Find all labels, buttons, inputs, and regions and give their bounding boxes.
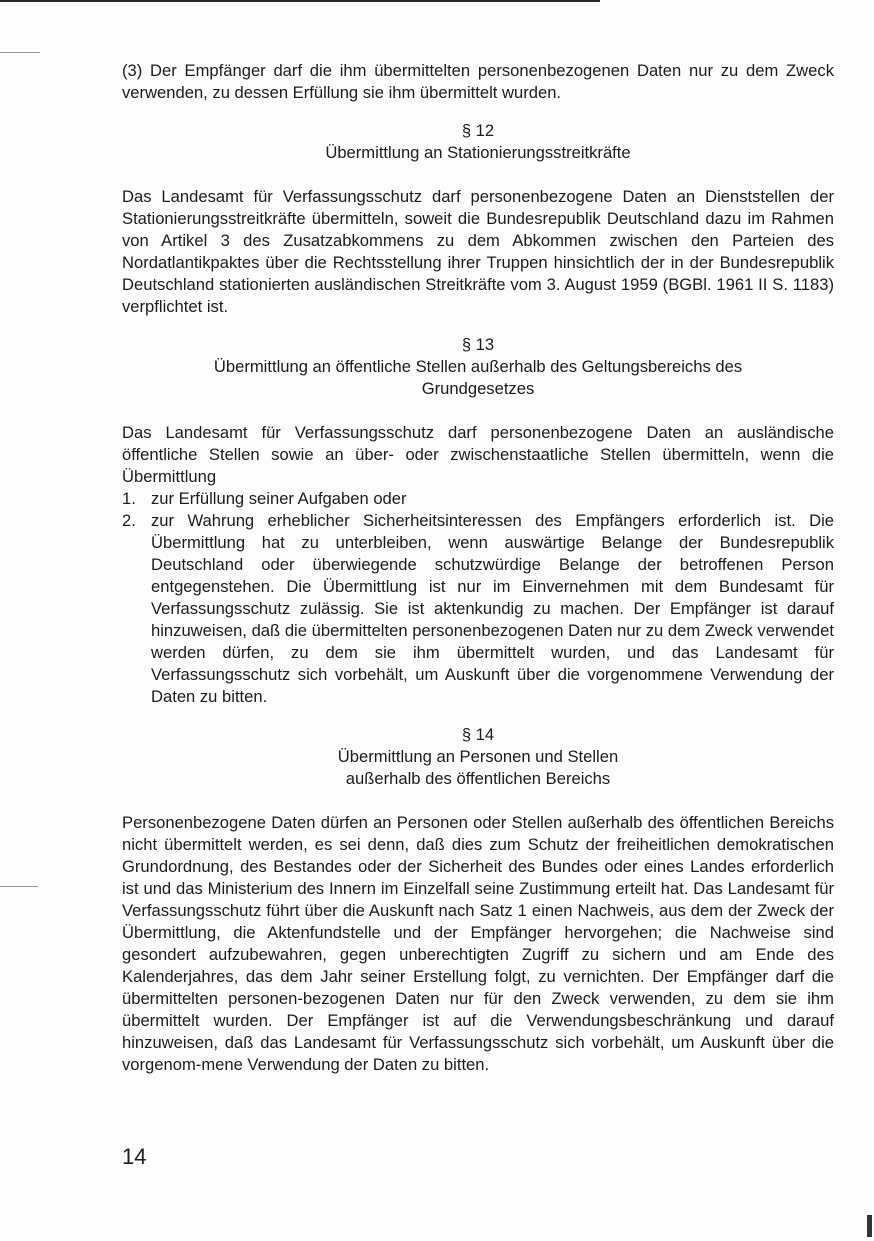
section-title-line-1: Übermittlung an öffentliche Stellen außerhalb des Geltungsbereichs des (213, 357, 743, 376)
list-item (122, 488, 834, 510)
top-rule (0, 0, 600, 2)
section-title: Übermittlung an Stationierungsstreitkräfte (325, 143, 631, 162)
section-title-line-1: Übermittlung an Personen und Stellen (337, 747, 619, 766)
margin-mark (867, 1215, 872, 1237)
section-14-paragraph: Personenbezogene Daten dürfen an Personen oder Stellen außerhalb des öffentlichen Bereichs nicht übermittelt werden, es sei denn, daß dies zum Schutz der freiheitlichen demokratischen Grundordnung, des Bestandes oder der Sicherheit des Bundes oder eines Landes erforderlich ist und das Ministerium des Innern im Einzelfall seine Zustimmung erteilt hat. Das Landesamt für Verfassungsschutz führt über die Auskunft nach Satz 1 einen Nachweis, aus dem der Zweck der Übermittlung, die Aktenfundstelle und der Empfänger hervorgehen; die Nachweise sind gesondert aufzubewahren, gegen unberechtigten Zugriff zu sichern und am Ende des Kalenderjahres, das dem Jahr seiner Erstellung folgt, zu vernichten. Der Empfänger darf die übermittelten personen-bezogenen Daten nur für den Zweck verwenden, zu dem sie ihm übermittelt wurden. Der Empfänger ist auf die Verwendungsbeschränkung und darauf hinzuweisen, daß das Landesamt für Verfassungsschutz sich vorbehält, um Auskunft über die vorgenom-mene Verwendung der Daten zu bitten. (122, 813, 834, 1074)
section-title-line-2: außerhalb des öffentlichen Bereichs (345, 769, 611, 788)
scan-artifact (0, 52, 40, 53)
section-14-heading (122, 724, 834, 790)
page-number: 14 (122, 1144, 147, 1169)
section-12-heading (122, 120, 834, 164)
section-number: § 14 (461, 725, 495, 744)
section-12-paragraph: Das Landesamt für Verfassungsschutz darf personenbezogene Daten an Dienststellen der Stationierungsstreitkräfte übermitteln, soweit die Bundesrepublik Deutschland dazu im Rahmen von Artikel 3 des Zusatzabkommens zu dem Abkommen zwischen den Parteien des Nordatlantikpaktes über die Rechtsstellung ihrer Truppen hinsichtlich der in der Bundesrepublik Deutschland stationierten ausländischen Streitkräfte vom 3. August 1959 (BGBl. 1961 II S. 1183) verpflichtet ist. (122, 187, 834, 316)
section-number: § 12 (461, 121, 495, 140)
scan-artifact (0, 886, 38, 887)
section-13-list (122, 488, 834, 708)
intro-paragraph: (3) Der Empfänger darf die ihm übermittelten personenbezogenen Daten nur zu dem Zweck verwenden, zu dessen Erfüllung sie ihm übermittelt wurden. (122, 61, 834, 102)
section-13-paragraph: Das Landesamt für Verfassungsschutz darf personenbezogene Daten an ausländische öffentliche Stellen sowie an über- oder zwischenstaatliche Stellen übermitteln, wenn die Übermittlung (122, 423, 834, 486)
section-13-heading (122, 334, 834, 400)
section-title-line-2: Grundgesetzes (421, 379, 535, 398)
list-marker: 1. (122, 489, 136, 508)
document-body (122, 60, 834, 1076)
list-marker: 2. (122, 511, 136, 530)
list-item-text: zur Wahrung erheblicher Sicherheitsinteressen des Empfängers erforderlich ist. Die Übermittlung hat zu unterbleiben, wenn auswärtige Belange der Bundesrepublik Deutschland oder überwiegende schutzwürdige Belange der betroffenen Person entgegenstehen. Die Übermittlung ist nur im Einvernehmen mit dem Bundesamt für Verfassungsschutz zulässig. Sie ist aktenkundig zu machen. Der Empfänger ist darauf hinzuweisen, daß die übermittelten personenbezogenen Daten nur zu dem Zweck verwendet werden dürfen, zu dem sie ihm übermittelt wurden, und das Landesamt für Verfassungsschutz sich vorbehält, um Auskunft über die vorgenommene Verwendung der Daten zu bitten. (151, 511, 834, 706)
section-number: § 13 (461, 335, 495, 354)
list-item-text: zur Erfüllung seiner Aufgaben oder (151, 489, 407, 508)
list-item (122, 510, 834, 708)
